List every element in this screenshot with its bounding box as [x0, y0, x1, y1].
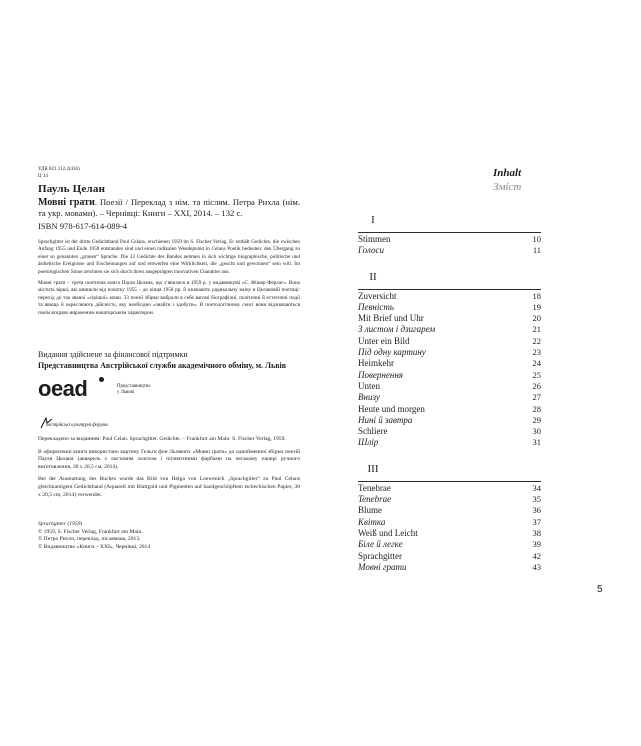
toc-entry-page: 27 [532, 392, 541, 403]
toc-entry[interactable] [358, 336, 541, 347]
toc-entry-title: Внизу [358, 392, 380, 403]
toc-entry-title: Tenebrae [358, 482, 391, 493]
toc-entry-page: 35 [532, 494, 541, 505]
annotation-ukrainian: Мовні грати – третя поетична книга Пауля Целана, що з’явилася в 1959 р. у видавництві «С. Фішер Ферлаг». Вона містить вірші, які виникли від початку 1955 – до кінця 1958 рр. й означають радикальну зміну в Целановій поетиці: перехід до так званої «сірішої» мови. 33 поезії збірки вибрали в себе вагомі біографічні, політичні й естетичні події та явища й окреслюють дійсність, яку необхідно «знайти і здобути». В поетологічному сенсі вони відзначаються своїм яскраво вираженим новаторським характером. [38, 280, 300, 316]
toc-entry-title: Schliere [358, 426, 388, 437]
oead-representation [117, 384, 150, 396]
contents-heading [493, 166, 553, 194]
toc-entry-title: Heimkehr [358, 358, 394, 369]
bibliographic-entry [38, 197, 300, 219]
toc-entry-page: 18 [532, 290, 541, 301]
toc-entry[interactable] [358, 539, 541, 550]
toc-entry[interactable] [358, 347, 541, 358]
toc-entry-page: 29 [532, 414, 541, 425]
toc-entry[interactable] [358, 562, 541, 573]
toc-entry[interactable] [358, 392, 541, 403]
toc-entry[interactable] [358, 528, 541, 539]
toc-entry[interactable] [358, 483, 541, 494]
toc-entry-page: 22 [532, 335, 541, 346]
bibliographic-details: . Поезії / Переклад з нім. та післям. Петра Рихла (нім. та укр. мовами). – Чернівці: Книги – ХХІ, 2014. – 132 с. [38, 197, 301, 218]
section-divider [358, 289, 541, 290]
contents-heading-german: Inhalt [493, 167, 522, 179]
toc-entry[interactable] [358, 381, 541, 392]
credit-line: © Петро Рихло, переклад, післямова, 2013. [38, 536, 141, 543]
toc-entry-page: 34 [532, 482, 541, 493]
toc-section [358, 271, 541, 449]
toc-entry[interactable] [358, 291, 541, 302]
toc-entry[interactable] [358, 245, 541, 256]
isbn: ISBN 978-617-614-089-4 [38, 221, 128, 231]
oead-logo-block [38, 377, 300, 405]
oead-logo: oead [38, 376, 88, 402]
toc-entry-title: Heute und morgen [358, 403, 425, 414]
toc-entry-page: 36 [532, 505, 541, 516]
toc-entry-title: Sprachgitter [358, 550, 402, 561]
toc-entry-title: Mit Brief und Uhr [358, 313, 424, 324]
oead-rep-line-1: Представництво [117, 384, 151, 390]
toc-entry[interactable] [358, 551, 541, 562]
toc-entry[interactable] [358, 302, 541, 313]
kulturforum-label: австрійські культурні форуми [46, 423, 108, 429]
toc-entry-page: 31 [532, 437, 541, 448]
credit-title: Sprachgitter (1959) [38, 521, 83, 528]
toc-entry-title: Weiß und Leicht [358, 527, 418, 538]
toc-entry[interactable] [358, 415, 541, 426]
translation-source: Перекладено за виданням: Paul Celan. Sprachgitter. Gedichte. – Frankfurt am Main: S. Fischer Verlag, 1959. [38, 436, 286, 443]
toc-entry-title: Під одну картину [358, 347, 426, 358]
toc-entry[interactable] [358, 324, 541, 335]
annotation-german: Sprachgitter ist der dritte Gedichtband Paul Celans, erschienen 1959 im S. Fischer Verlag. Er enthält Gedichte, die zwischen Anfang 1955 und Ende 1958 entstanden sind und einen radikalen Wendepunkt in Celans Poetik bedeuten: den Übergang zu einer so genannten „grauen“ Sprache. Die 33 Gedichte des Bandes nehmen in sich wichtige biographische, politische und ästhetische Ereignisse und Erscheinungen auf und entwerfen eine Wirklichkeit, die „geucht und gewonnen“ sein will. Im poetologischen Sinne zeichnen sie sich durch ihren ausgeprägten innovativen Charakter aus. [38, 239, 300, 275]
toc-entry-title: Повернення [358, 369, 403, 380]
oead-rep-line-2: у Львові [117, 390, 135, 396]
cover-note-ukrainian: В оформленні книги використано картину Гельґи фон Льовеніх «Мовні ґрати» до однойменної збірки поезій Пауля Целана (акварель з листовим золотом і пігментними фарбами на чеському папері ручного виготовлення, 30 x 20,5 см, 2014). [38, 448, 300, 470]
section-divider [358, 232, 541, 233]
toc-entry-title: Квітка [358, 516, 386, 527]
imprint-page [38, 166, 300, 552]
toc-entry[interactable] [358, 358, 541, 369]
toc-entry[interactable] [358, 404, 541, 415]
toc-entry-title: Певність [358, 301, 394, 312]
section-numeral: I [371, 214, 375, 226]
section-numeral: III [367, 462, 379, 475]
copyright-block [38, 521, 300, 551]
grant-notice: Видання здійснене за фінансової підтримки [38, 350, 188, 360]
cover-note-german: Bei der Ausstattung des Buches wurde das Bild von Helga von Loewenich „Sprachgitter“ zu Paul Celans gleichnamigem Gedichtband (Aquarell mit Blattgold und Pigmenten auf handgeschöpftem tschechischen Papier, 30 x 20,5 cm, 2014) verwendet. [38, 476, 300, 498]
udc-code: УДК 821.112.2(436) [38, 167, 80, 172]
toc-entry[interactable] [358, 234, 541, 245]
toc-section [358, 214, 541, 257]
toc-entry-page: 20 [532, 313, 541, 324]
contents-heading-ukrainian: Зміст [493, 181, 522, 193]
toc-entry-page: 43 [532, 561, 541, 572]
toc-entry-title: Біле й легке [358, 539, 403, 550]
toc-entry-page: 25 [532, 369, 541, 380]
toc-entry-page: 11 [532, 245, 541, 256]
toc-entry-title: Голоси [358, 245, 384, 256]
toc-entry-title: Blume [358, 505, 382, 516]
toc-entry[interactable] [358, 437, 541, 448]
toc-entry[interactable] [358, 517, 541, 528]
credit-line: © 1959, S. Fischer Verlag, Frankfurt am Main. [38, 528, 143, 535]
toc-entry-page: 38 [532, 527, 541, 538]
toc-entry[interactable] [358, 505, 541, 516]
toc-entry-page: 26 [532, 380, 541, 391]
credit-line: © Видавництво «Книги – ХХІ», Чернівці, 2014 [38, 544, 151, 550]
toc-entry-title: Zuversicht [358, 290, 397, 301]
toc-entry-page: 10 [532, 234, 541, 244]
toc-entry-page: 37 [532, 516, 541, 527]
toc-entry[interactable] [358, 426, 541, 437]
toc-entry-page: 28 [532, 403, 541, 414]
toc-entry-title: Stimmen [358, 234, 391, 244]
toc-entry-page: 42 [532, 550, 541, 561]
toc-entry-page: 30 [532, 426, 541, 437]
toc-entry[interactable] [358, 494, 541, 505]
section-numeral: II [369, 270, 377, 283]
toc-entry-title: Мовні грати [358, 561, 407, 572]
toc-entry[interactable] [358, 370, 541, 381]
section-divider [358, 481, 541, 482]
toc-entry-title: Unten [358, 380, 380, 391]
toc-entry-page: 19 [532, 301, 541, 312]
author-name: Пауль Целан [38, 183, 106, 195]
toc-section [358, 463, 541, 573]
page-number: 5 [597, 584, 603, 595]
toc-entry-page: 24 [532, 358, 541, 369]
oead-logo-dot-icon [99, 377, 104, 382]
toc-entry-title: Unter ein Bild [358, 335, 410, 346]
toc-entry-title: Шлір [358, 437, 379, 448]
grant-sponsor: Представництва Австрійської служби академічного обміну, м. Львів [38, 361, 287, 371]
kulturforum-logo [38, 417, 300, 431]
toc-entry-page: 21 [532, 324, 541, 335]
toc-entry-title: Tenebrae [358, 494, 392, 505]
toc-entry-title: З листом і дзигарем [358, 324, 436, 335]
book-title: Мовні грати [38, 197, 95, 208]
toc-entry-page: 23 [532, 347, 541, 358]
bbk-code: Ц 34 [38, 174, 48, 179]
toc-entry-page: 39 [532, 539, 541, 550]
toc-entry[interactable] [358, 313, 541, 324]
table-of-contents [358, 214, 541, 587]
toc-entry-title: Нині й завтра [358, 414, 413, 425]
